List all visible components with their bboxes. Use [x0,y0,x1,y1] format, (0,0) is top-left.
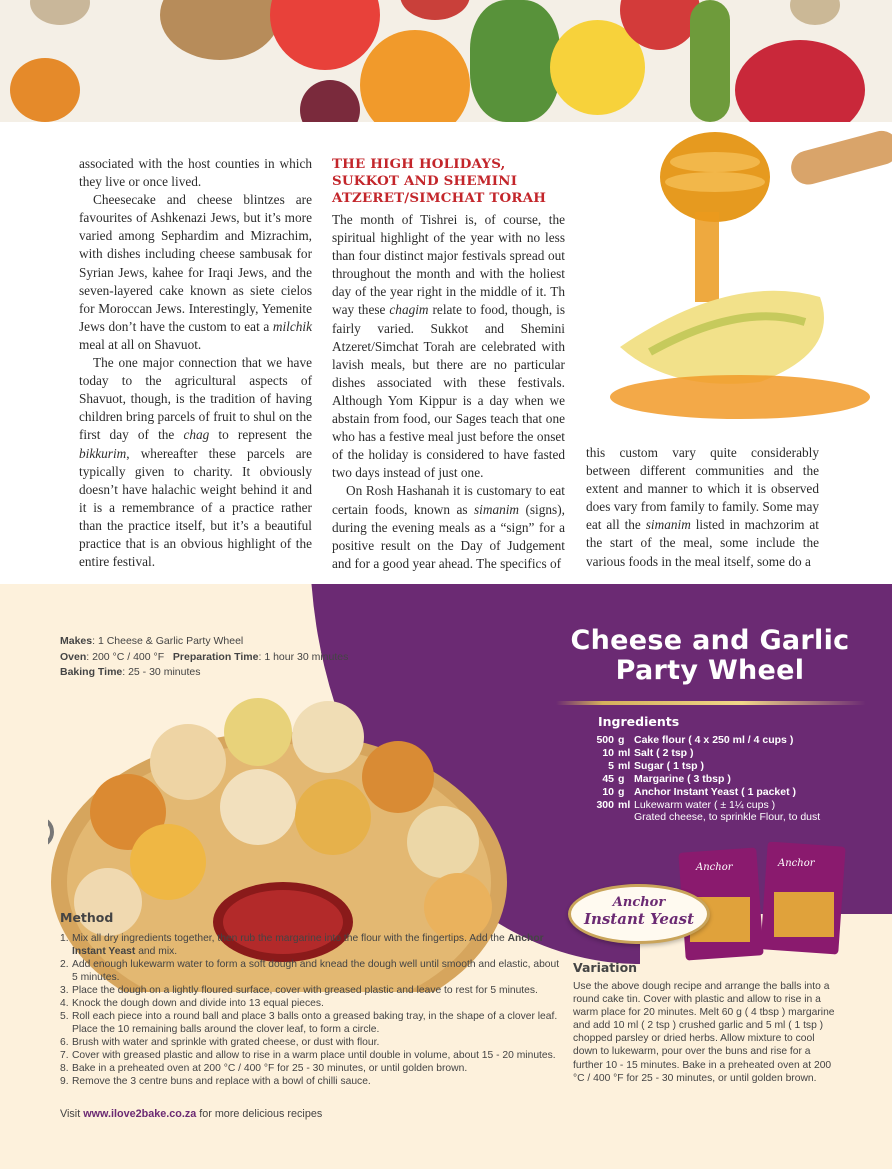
ingredient-text: Cake flour ( 4 x 250 ml / 4 cups ) [634,734,794,746]
step-number: 9. [60,1076,69,1087]
ingredient-row [590,747,820,760]
website-link[interactable]: www.ilove2bake.co.za [83,1108,197,1120]
method-step [60,932,565,958]
method-steps [60,932,565,1088]
ingredient-row [590,786,820,799]
ingredient-text: Grated cheese, to sprinkle Flour, to dust [634,811,821,824]
step-number: 3. [60,985,69,996]
ingredient-quantity: 45 g [602,772,625,785]
ingredient-text: Margarine ( 3 tbsp ) [634,772,731,785]
method-step [60,1036,565,1049]
method-step [60,1062,565,1075]
paragraph: associated with the host counties in which they live or once lived. [79,156,312,190]
step-number: 6. [60,1037,69,1048]
ingredient-quantity: 500 g [596,734,625,746]
variation-text: Use the above dough recipe and arrange the balls into a round cake tin. Cover with plastic and allow to rise in a warm place for 20 minutes. Melt 60 g ( 4 tbsp ) margarine and add 10 ml ( 2 tsp ) crushed garlic and 5 ml ( 1 tsp ) chopped parsley or dried herbs. Allow mixture to cool down to lukewarm, pour over the buns and rise for a further 10 - 15 minutes. Bake in a preheated oven at 200 °C / 400 °F for 25 - 30 minutes, or until golden brown. [573,981,835,1084]
ingredient-row [590,760,820,773]
method-step [60,1049,565,1062]
method-step [60,984,565,997]
step-text: Cover with greased plastic and allow to rise in a warm place until double in volume, about 15 - 20 minutes. [72,1050,556,1061]
step-text: Add enough lukewarm water to form a soft dough and knead the dough well until smooth and elastic, about 5 minutes. [72,959,560,983]
ingredient-row [590,734,820,747]
ingredient-row [590,773,820,786]
step-number: 2. [60,959,69,970]
anchor-instant-yeast-logo: Anchor Instant Yeast [568,884,710,944]
ingredients-title: Ingredients [598,714,680,729]
step-text: Bake in a preheated oven at 200 °C / 400 °F for 25 - 30 minutes, or until golden brown. [72,1063,468,1074]
method-step [60,1010,565,1036]
step-number: 1. [60,933,69,944]
title-underline [556,701,866,705]
step-text: Knock the dough down and divide into 13 equal pieces. [72,998,324,1009]
article-column-1 [79,155,312,571]
ingredient-quantity: 10 ml [602,746,631,759]
step-text: Mix all dry ingredients together, then rub the margarine into the flour with the fingertips. Add the Anchor Instant Yeast and mix. [72,933,544,957]
ingredient-text: Salt ( 2 tsp ) [634,746,694,759]
paragraph: On Rosh Hashanah it is customary to eat certain foods, known as simanim (signs), during the evening meals as a “sign” for a positive result on the Day of Judgement and for a good year ahead. The specifics of [332,483,565,571]
ingredient-row [590,811,820,824]
method-step [60,1075,565,1088]
paragraph: The one major connection that we have today to the agricultural aspects of Shavuot, though, is the tradition of having children bring parcels of fruit to shul on the first day of the chag to represent the bikkurim, whereafter these parcels are typically given to charity. It obviously doesn’t have halachic weight behind it and it is a remembrance of a practice rather than the practice itself, but it’s a beautiful practice that is an obvious highlight of the entire festival. [79,355,312,570]
section-heading: THE HIGH HOLIDAYS, SUKKOT AND SHEMINI ATZERET/SIMCHAT TORAH [332,156,547,206]
ingredient-quantity: 5 ml [608,759,631,772]
ingredient-text: Anchor Instant Yeast ( 1 packet ) [634,785,797,798]
produce-banner-image [0,0,892,122]
method-title: Method [60,910,114,925]
recipe-meta: Makes: 1 Cheese & Garlic Party Wheel Oven: 200 °C / 400 °F Preparation Time: 1 hour 30 minutes Baking Time: 25 - 30 minutes [60,635,349,678]
paragraph: this custom vary quite considerably between different communities and the extent and manner to which it is observed does vary from family to family. Some may eat all the simanim listed in machzorim at the start of the meal, some include the various foods in the meal itself, some do a [586,445,819,569]
step-text: Brush with water and sprinkle with grated cheese, or dust with flour. [72,1037,380,1048]
paragraph: Cheesecake and cheese blintzes are favourites of Ashkenazi Jews, but it’s more varied among Sephardim and Mizrachim, with dishes including cheese sambusak for Syrian Jews, kahee for Iraqi Jews, and the seven-layered cake known as siete cielos for Moroccan Jews. Interestingly, Yemenite Jews don’t have the custom to eat a milchik meal at all on Shavuot. [79,192,312,352]
paragraph: The month of Tishrei is, of course, the spiritual highlight of the year with no less than four distinct major festivals spread out throughout the month and with the holiest day of the year right in the middle of it. Th way these chagim relate to food, though, is fairly varied. Sukkot and Shemini Atzeret/Simchat Torah are celebrated with lavish meals, but there are no particular dishes associated with these festivals. Although Yom Kippur is a day when we abstain from food, our Sages teach that one who has a festive meal just before the onset of the holiday is considered to have fasted two days instead of just one. [332,212,565,481]
ingredient-quantity [590,811,634,824]
footer-note: Visit www.ilove2bake.co.za for more delicious recipes [60,1108,323,1120]
step-text: Place the dough on a lightly floured surface, cover with greased plastic and leave to rest for 5 minutes. [72,985,538,996]
variation-title: Variation [573,960,638,975]
ingredients-list [590,734,820,824]
ingredient-quantity: 300 ml [596,798,631,811]
honey-apple-image [590,122,892,432]
ingredient-text: Sugar ( 1 tsp ) [634,759,705,772]
step-number: 7. [60,1050,69,1061]
recipe-section [0,584,892,1169]
step-text: Roll each piece into a round ball and place 3 balls onto a greased baking tray, in the shape of a clover leaf. Place the 10 remaining balls around the clover leaf, to form a circle. [72,1011,558,1035]
recipe-title: Cheese and Garlic Party Wheel [570,625,850,686]
method-step [60,997,565,1010]
step-number: 8. [60,1063,69,1074]
ingredient-quantity: 10 g [602,785,625,798]
step-text: Remove the 3 centre buns and replace with a bowl of chilli sauce. [72,1076,371,1087]
article-column-3 [586,444,819,571]
step-number: 4. [60,998,69,1009]
svg-text:Anchor: Anchor [778,858,815,869]
step-number: 5. [60,1011,69,1022]
method-step [60,958,565,984]
svg-text:Anchor: Anchor [696,862,733,873]
article-column-2 [332,211,565,573]
ingredient-text: Lukewarm water ( ± 1¼ cups ) [634,798,776,811]
ingredient-row [590,799,820,812]
